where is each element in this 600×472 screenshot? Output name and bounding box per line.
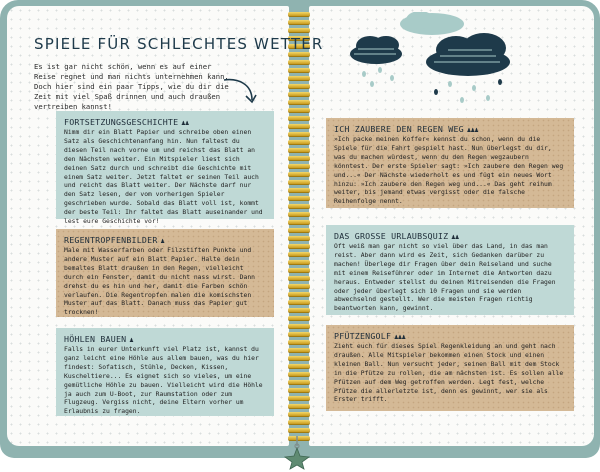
spiral-coil [288, 100, 310, 104]
spiral-coil [288, 388, 310, 392]
spiral-coil [288, 268, 310, 272]
dark-cloud-right-icon [426, 33, 510, 76]
people-3-icon: ♟♟♟ [466, 126, 479, 134]
spiral-coil [288, 252, 310, 256]
spiral-coil [288, 212, 310, 216]
card-text: Zieht euch für dieses Spiel Regenkleidung an und geht nach draußen. Alle Mitspieler bekommen einen Stock und einen kleinen Ball. Nun versucht jeder, seinen Ball mit dem Stock in die Pfütze zu rollen, die am nächsten ist. Es sollen alle Pfützen auf dem Weg getroffen werden. Legt fest, welche Pfütze die allerletzte ist, denn es gewinnt, wer sie als Erster trifft. [334, 343, 564, 404]
spiral-coil [288, 364, 310, 368]
spiral-coil [288, 132, 310, 136]
spiral-coil [288, 420, 310, 424]
spiral-coil [288, 68, 310, 72]
card-regentropfenbilder [56, 229, 274, 317]
spiral-coil [288, 412, 310, 416]
umbrella-drops-icon [434, 79, 502, 95]
intro-text: Es ist gar nicht schön, wenn es auf einer Reise regnet und man nichts unternehmen kann. Doch hier sind ein paar Tipps, wie du dir die Zeit mit viel Spaß drinnen und auch draußen vertreiben kannst! [34, 62, 229, 111]
card-title: FORTSETZUNGSGESCHICHTE ♟♟ [64, 117, 189, 127]
spiral-coil [288, 300, 310, 304]
spiral-coil [288, 164, 310, 168]
spiral-coil [288, 284, 310, 288]
card-text: Male mit Wasserfarben oder Filzstiften Punkte und andere Muster auf ein Blatt Papier. Halte dein bemaltes Blatt draußen in den Regen, vielleicht durch ein Fenster, damit du nicht nass wirst. Dann drehst du es hin und her, damit die Farben schön verlaufen. Die Regentropfen malen die komischsten Muster auf das Blatt. Danach muss das Papier gut trocknen! [64, 247, 255, 317]
spiral-coil [288, 324, 310, 328]
light-cloud-icon [400, 12, 464, 35]
card-text: »Ich packe meinen Koffer« kennst du schon, wenn du die Spiele für die Fahrt gespielt hast. Nun überlegst du dir, was du machen würdest, wenn du den Regen wegzaubern könntest. Der erste Spieler sagt: »Ich zaubere den Regen weg und...« Der Nächste wiederholt es und fügt ein neues Wort hinzu: »Ich zaubere den Regen weg und...« Das geht reihum weiter, bis jemand etwas vergisst oder die falsche Reihenfolge nennt. [334, 136, 564, 206]
people-2-icon: ♟♟ [451, 233, 459, 241]
spiral-coil [288, 332, 310, 336]
spiral-coil [288, 92, 310, 96]
card-text: Falls in eurer Unterkunft viel Platz ist, kannst du ganz leicht eine Höhle aus allem bauen, was du hier findest: Sofatisch, Stühle, Decken, Kissen, Kuscheltiere... Es eignet sich so vieles, um eine gemütliche Höhle zu bauen. Vielleicht wird die Höhle ja auch zum U-Boot, zur Raumstation oder zum Flugzeug. Vergiss nicht, deine Eltern vorher um Erlaubnis zu fragen. [64, 346, 263, 416]
rain-clouds-illustration [340, 12, 540, 110]
spiral-coil [288, 380, 310, 384]
card-das-grosse-urlaubsquiz [326, 225, 574, 315]
star-charm-icon [281, 436, 313, 470]
spiral-coil [288, 108, 310, 112]
spiral-coil [288, 396, 310, 400]
spiral-coil [288, 428, 310, 432]
spiral-coil [288, 188, 310, 192]
card-fortsetzungsgeschichte [56, 111, 274, 226]
card-text: Oft weiß man gar nicht so viel über das Land, in das man reist. Aber dann wird es Zeit, sich Gedanken darüber zu machen! Überlege dir Fragen über dein Reiseland und suche mit einem Reiseführer oder im Internet die Antworten dazu heraus. Entweder stellst du deinen Mitreisenden die Fragen oder jeder überlegt sich 10 Fragen und sie werden abwechselnd gestellt. Wer die meisten Fragen richtig beantworten kann, gewinnt. [334, 243, 556, 313]
spiral-coil [288, 156, 310, 160]
curved-arrow-icon [222, 76, 260, 106]
spiral-coil [288, 180, 310, 184]
people-3-icon: ♟♟♟ [394, 333, 406, 341]
spiral-coil [288, 228, 310, 232]
card-title: DAS GROSSE URLAUBSQUIZ ♟♟ [334, 231, 459, 241]
card-text: Nimm dir ein Blatt Papier und schreibe oben einen Satz als Geschichtenanfang hin. Nun faltest du diesen Teil nach vorne um und reichst das Blatt an den Nächsten weiter. Ein Mitspieler liest sich deinen Satz durch und schreibt die Geschichte mit einem Satz weiter. Jetzt faltet er seinen Teil auch und reicht das Blatt weiter. Der Nächste darf nur den Satz lesen, der vom vorherigen Spieler geschrieben wurde. Sobald das Blatt voll ist, kommt der beste Teil: Ihr faltet das Blatt auseinander und lest eure Geschichte vor! [64, 129, 263, 226]
spiral-coil [288, 260, 310, 264]
spiral-coil [288, 404, 310, 408]
spiral-coil [288, 356, 310, 360]
spiral-binding [287, 12, 311, 444]
spiral-coil [288, 236, 310, 240]
spiral-coil [288, 76, 310, 80]
spiral-coil [288, 348, 310, 352]
spiral-coil [288, 148, 310, 152]
spiral-coil [288, 292, 310, 296]
card-hoehlen-bauen [56, 328, 274, 416]
spiral-coil [288, 28, 310, 32]
page-title: SPIELE FÜR SCHLECHTES WETTER [34, 35, 324, 53]
spiral-coil [288, 244, 310, 248]
spiral-coil [288, 84, 310, 88]
people-1-icon: ♟ [129, 336, 134, 344]
card-title: PFÜTZENGOLF ♟♟♟ [334, 331, 406, 341]
spiral-coil [288, 196, 310, 200]
spiral-coil [288, 124, 310, 128]
spiral-coil [288, 172, 310, 176]
spiral-coil [288, 340, 310, 344]
spiral-coil [288, 276, 310, 280]
card-title: ICH ZAUBERE DEN REGEN WEG ♟♟♟ [334, 124, 479, 134]
card-title: HÖHLEN BAUEN ♟ [64, 334, 134, 344]
spiral-coil [288, 308, 310, 312]
spiral-coil [288, 220, 310, 224]
spiral-coil [288, 316, 310, 320]
card-ich-zaubere-den-regen-weg [326, 118, 574, 208]
spiral-coil [288, 60, 310, 64]
people-2-icon: ♟♟ [181, 119, 189, 127]
card-pfuetzengolf [326, 325, 574, 411]
spiral-coil [288, 140, 310, 144]
spiral-coil [288, 372, 310, 376]
dark-cloud-left-icon [350, 36, 402, 64]
spiral-coil [288, 12, 310, 16]
spiral-coil [288, 204, 310, 208]
spiral-coil [288, 20, 310, 24]
spiral-coil [288, 116, 310, 120]
people-1-icon: ♟ [160, 237, 165, 245]
card-title: REGENTROPFENBILDER ♟ [64, 235, 165, 245]
